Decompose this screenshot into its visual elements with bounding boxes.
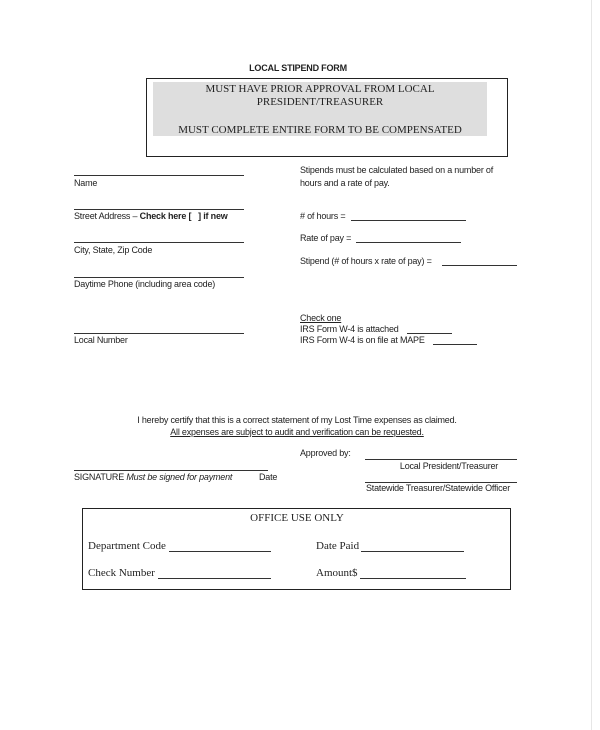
signature-note: Must be signed for payment (126, 472, 233, 482)
city-label: City, State, Zip Code (74, 245, 153, 255)
new-address-checkbox[interactable]: Check here [ ] if new (139, 211, 228, 221)
amount-line[interactable] (360, 578, 466, 579)
local-number-label: Local Number (74, 335, 128, 345)
certify-line-1: I hereby certify that this is a correct statement of my Lost Time expenses as claimed. (137, 415, 457, 425)
stipend-intro-1: Stipends must be calculated based on a number of (300, 165, 494, 175)
street-line[interactable] (74, 209, 244, 210)
form-title: LOCAL STIPEND FORM (249, 63, 347, 73)
signature-label (74, 472, 232, 483)
phone-line[interactable] (74, 277, 244, 278)
department-code-label: Department Code (88, 540, 166, 552)
date-paid-label: Date Paid (316, 540, 360, 552)
rate-label: Rate of pay = (300, 233, 352, 243)
statewide-label: Statewide Treasurer/Statewide Officer (366, 483, 511, 493)
page-edge (591, 0, 592, 730)
hours-label: # of hours = (300, 211, 346, 221)
notice-line-3: MUST COMPLETE ENTIRE FORM TO BE COMPENSATED (178, 124, 462, 136)
certify-line-2: All expenses are subject to audit and verification can be requested. (170, 427, 424, 437)
date-label: Date (259, 472, 278, 482)
hours-line[interactable] (351, 220, 466, 221)
street-label (74, 211, 228, 222)
notice-line-1: MUST HAVE PRIOR APPROVAL FROM LOCAL (205, 83, 435, 95)
check-number-line[interactable] (158, 578, 271, 579)
date-paid-line[interactable] (361, 551, 464, 552)
department-code-line[interactable] (169, 551, 271, 552)
office-use-title: OFFICE USE ONLY (250, 512, 344, 524)
check-number-label: Check Number (88, 567, 155, 579)
w4-on-file-line[interactable] (433, 344, 477, 345)
name-line[interactable] (74, 175, 244, 176)
approved-by-label: Approved by: (300, 448, 351, 458)
stipend-intro-2: hours and a rate of pay. (300, 178, 390, 188)
signature-text: SIGNATURE (74, 472, 125, 482)
stipend-line[interactable] (442, 265, 517, 266)
amount-label: Amount$ (316, 567, 358, 579)
notice-line-2: PRESIDENT/TREASURER (256, 96, 384, 108)
check-one-label: Check one (300, 313, 342, 323)
w4-attached-label: IRS Form W-4 is attached (300, 324, 399, 334)
name-label: Name (74, 178, 98, 188)
street-text: Street Address – (74, 211, 140, 221)
local-number-line[interactable] (74, 333, 244, 334)
city-line[interactable] (74, 242, 244, 243)
local-president-label: Local President/Treasurer (399, 461, 499, 471)
w4-on-file-label: IRS Form W-4 is on file at MAPE (300, 335, 425, 345)
local-president-signature-line[interactable] (365, 459, 517, 460)
signature-line[interactable] (74, 470, 268, 471)
w4-attached-line[interactable] (407, 333, 452, 334)
stipend-label: Stipend (# of hours x rate of pay) = (300, 256, 432, 266)
rate-line[interactable] (356, 242, 461, 243)
phone-label: Daytime Phone (including area code) (74, 279, 216, 289)
